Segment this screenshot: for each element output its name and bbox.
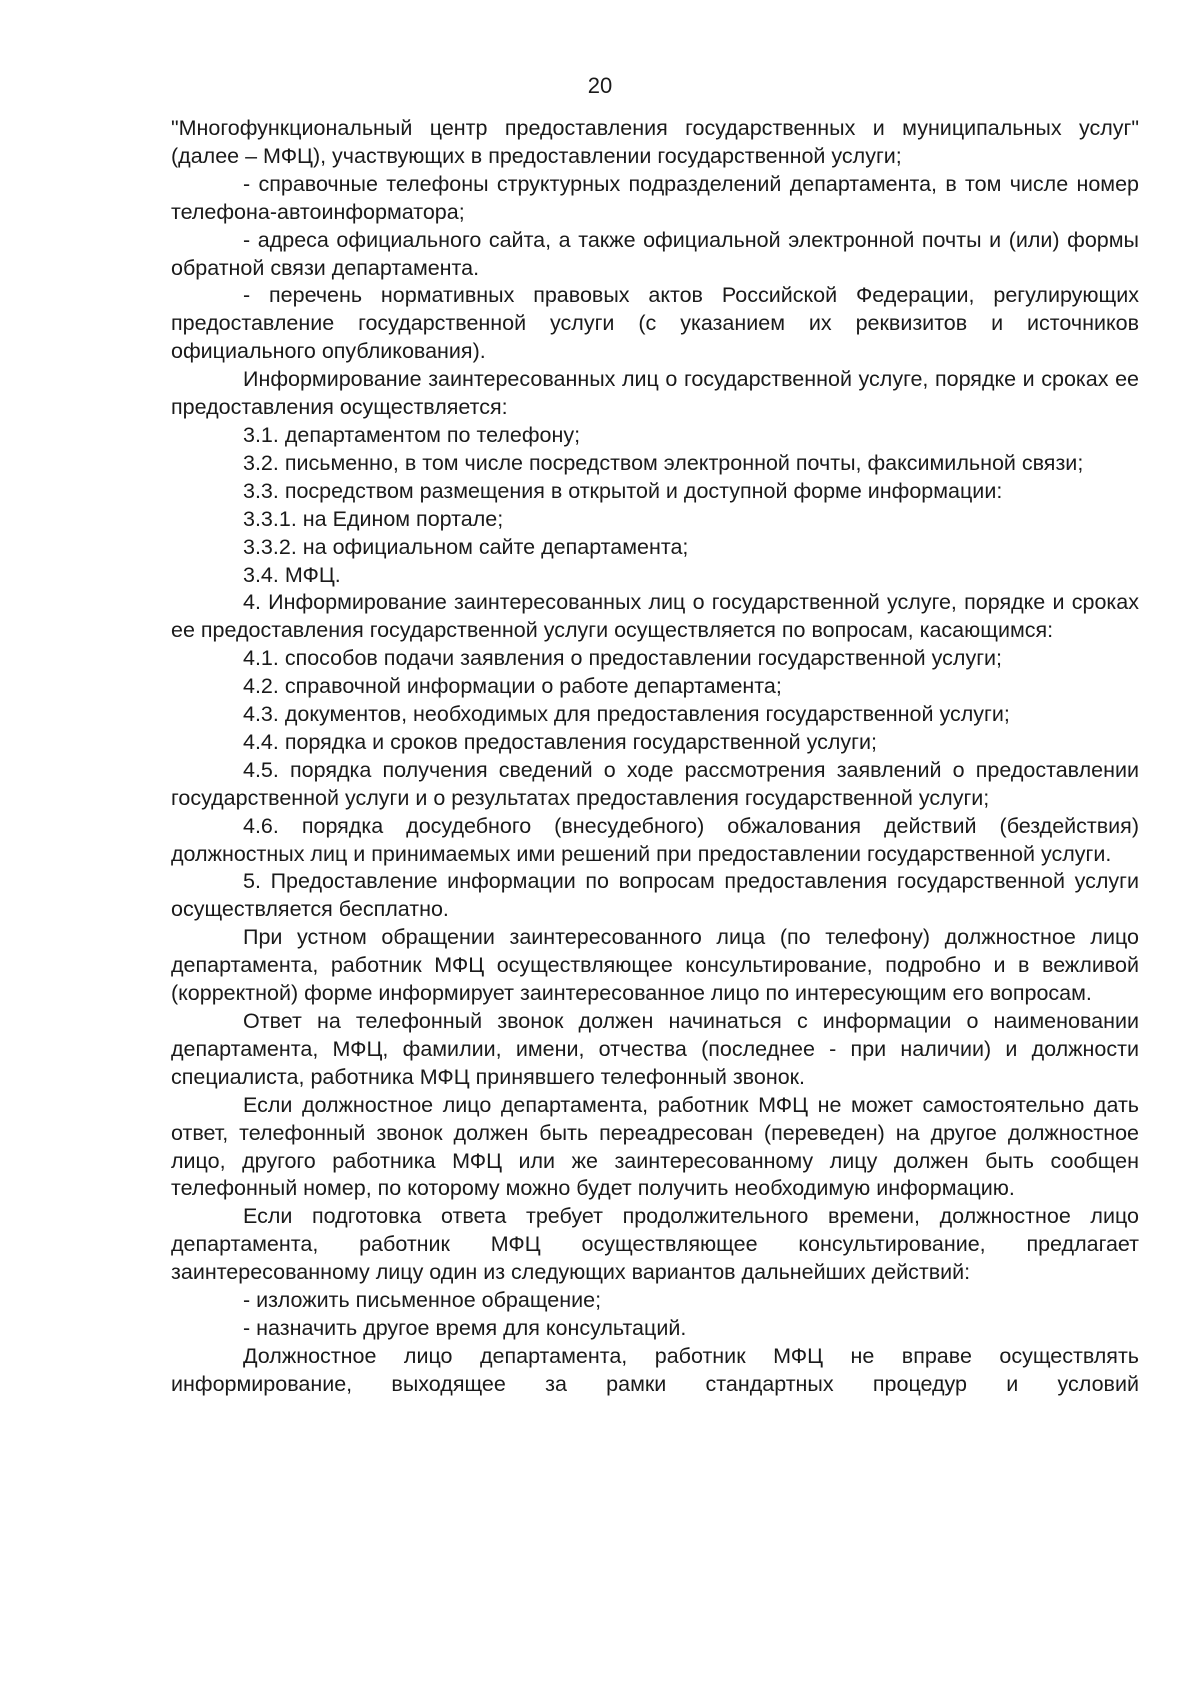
paragraph: 4. Информирование заинтересованных лиц о государственной услуге, порядке и сроках ее предоставления государственной услуги осуществляется по вопросам, касающимся: xyxy=(171,590,1139,643)
paragraph: - справочные телефоны структурных подразделений департамента, в том числе номер телефона-автоинформатора; xyxy=(171,171,1139,224)
paragraph: Ответ на телефонный звонок должен начинаться с информации о наименовании департамента, МФЦ, фамилии, имени, отчества (последнее - при наличии) и должности специалиста, работника МФЦ принявшего телефонный звонок. xyxy=(171,1009,1139,1089)
paragraph: 3.4. МФЦ. xyxy=(243,562,341,587)
paragraph: 3.3.2. на официальном сайте департамента; xyxy=(243,534,689,559)
paragraph: Должностное лицо департамента, работник МФЦ не вправе осуществлять информирование, выходящее за рамки стандартных процедур и условий xyxy=(171,1343,1139,1396)
paragraph: 3.3. посредством размещения в открытой и доступной форме информации: xyxy=(243,478,1003,503)
paragraph: 3.1. департаментом по телефону; xyxy=(243,422,581,447)
document-body xyxy=(171,115,1139,1399)
paragraph: 4.2. справочной информации о работе департамента; xyxy=(243,674,782,699)
paragraph: 4.5. порядка получения сведений о ходе рассмотрения заявлений о предоставлении государственной услуги и о результатах предоставления государственной услуги; xyxy=(171,757,1139,810)
paragraph: 4.1. способов подачи заявления о предоставлении государственной услуги; xyxy=(243,646,1003,671)
paragraph: "Многофункциональный центр предоставления государственных и муниципальных услуг" (далее – МФЦ), участвующих в предоставлении государственной услуги; xyxy=(171,116,1139,168)
paragraph: 3.3.1. на Едином портале; xyxy=(243,506,504,531)
paragraph: Если должностное лицо департамента, работник МФЦ не может самостоятельно дать ответ, телефонный звонок должен быть переадресован (переведен) на другое должностное лицо, другого работника МФЦ или же заинтересованному лицу должен быть сообщен телефонный номер, по которому можно будет получить необходимую информацию. xyxy=(171,1092,1139,1201)
paragraph: При устном обращении заинтересованного лица (по телефону) должностное лицо департамента, работник МФЦ осуществляющее консультирование, подробно и в вежливой (корректной) форме информирует заинтересованное лицо по интересующим его вопросам. xyxy=(171,925,1139,1006)
paragraph: - изложить письменное обращение; xyxy=(243,1288,602,1313)
paragraph: 4.4. порядка и сроков предоставления государственной услуги; xyxy=(243,729,877,754)
paragraph: Информирование заинтересованных лиц о государственной услуге, порядке и сроках ее предоставления осуществляется: xyxy=(171,367,1139,420)
paragraph: 5. Предоставление информации по вопросам предоставления государственной услуги осуществляется бесплатно. xyxy=(171,869,1139,922)
paragraph: 4.6. порядка досудебного (внесудебного) обжалования действий (бездействия) должностных лиц и принимаемых ими решений при предоставлении государственной услуги. xyxy=(171,813,1139,866)
paragraph: 3.2. письменно, в том числе посредством электронной почты, факсимильной связи; xyxy=(243,450,1084,475)
page-number: 20 xyxy=(587,73,613,98)
paragraph: 4.3. документов, необходимых для предоставления государственной услуги; xyxy=(243,702,1010,727)
paragraph: - назначить другое время для консультаций. xyxy=(243,1315,687,1340)
paragraph: Если подготовка ответа требует продолжительного времени, должностное лицо департамента, работник МФЦ осуществляющее консультирование, предлагает заинтересованному лицу один из следующих вариантов дальнейших действий: xyxy=(171,1204,1139,1285)
paragraph: - адреса официального сайта, а также официальной электронной почты и (или) формы обратной связи департамента. xyxy=(171,227,1139,280)
paragraph: - перечень нормативных правовых актов Российской Федерации, регулирующих предоставление государственной услуги (с указанием их реквизитов и источников официального опубликования). xyxy=(171,283,1139,364)
